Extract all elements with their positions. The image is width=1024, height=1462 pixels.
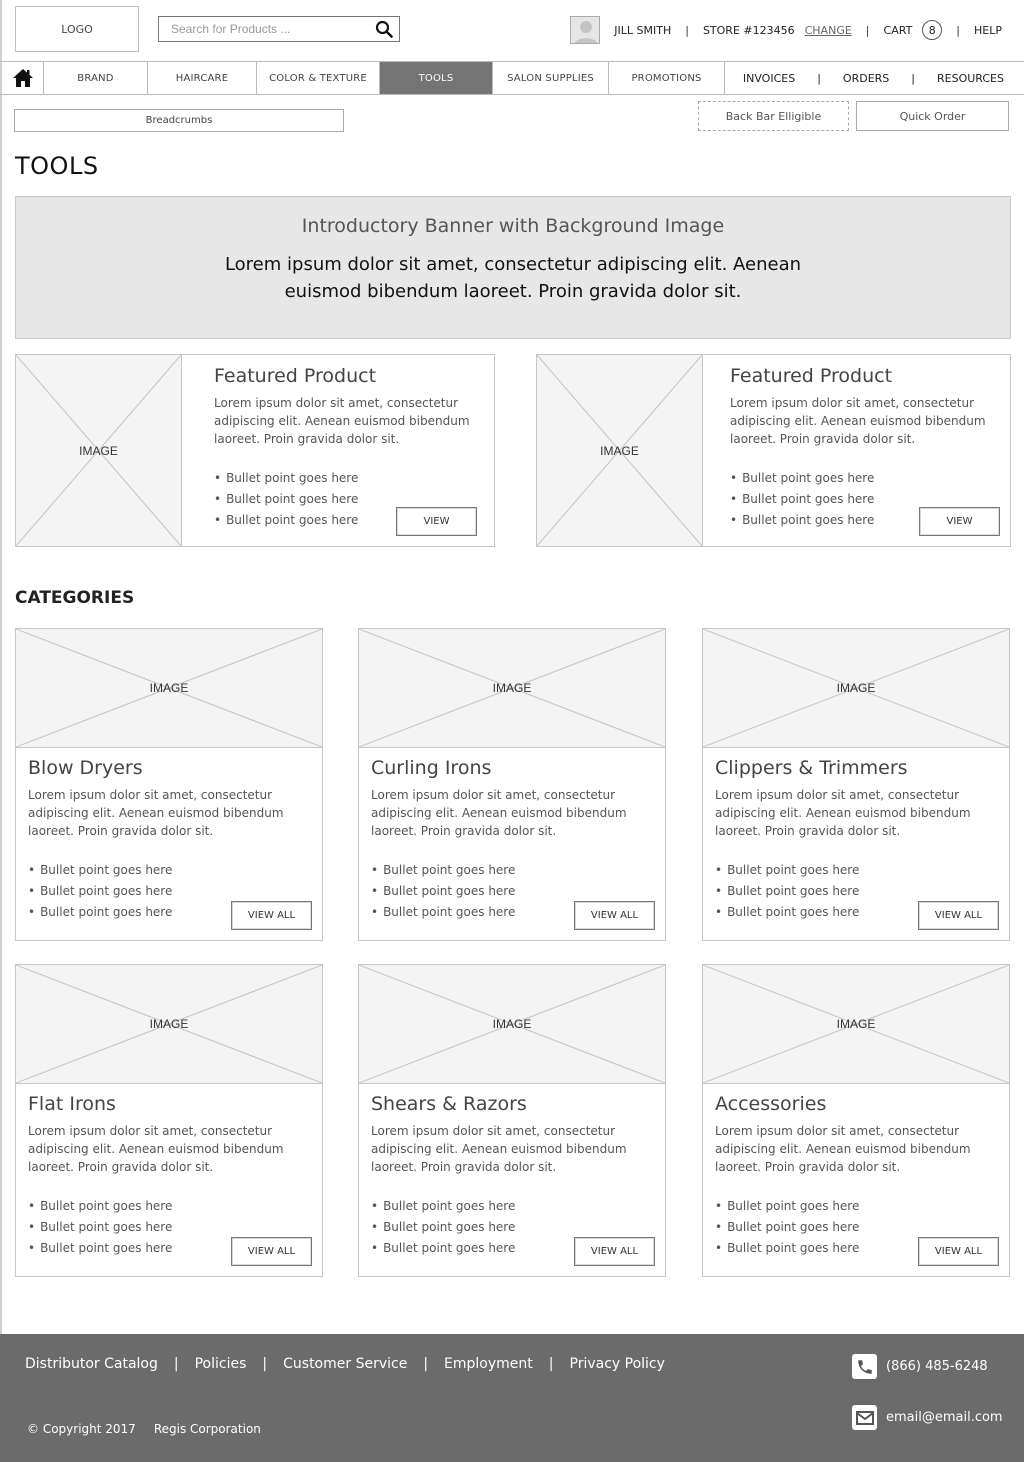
category-card — [702, 628, 1010, 941]
view-all-button[interactable]: VIEW ALL — [918, 1237, 999, 1266]
bullet-item: • Bullet point goes here — [715, 1238, 999, 1259]
view-all-button[interactable]: VIEW ALL — [918, 901, 999, 930]
view-all-button[interactable]: VIEW ALL — [231, 901, 312, 930]
category-desc: Lorem ipsum dolor sit amet, consectetur adipiscing elit. Aenean euismod bibendum laoreet. Proin gravida dolor sit. — [371, 1124, 627, 1174]
divider: | — [173, 1356, 179, 1372]
search-input[interactable] — [159, 17, 369, 41]
cart-link[interactable]: CART — [883, 23, 913, 37]
user-area — [570, 15, 1002, 45]
orders-link[interactable]: ORDERS — [842, 71, 890, 85]
category-desc: Lorem ipsum dolor sit amet, consectetur adipiscing elit. Aenean euismod bibendum laoreet. Proin gravida dolor sit. — [28, 788, 284, 838]
image-placeholder-label: IMAGE — [836, 681, 876, 695]
tab-tools[interactable]: TOOLS — [380, 62, 493, 94]
footer-link-distributor-catalog[interactable]: Distributor Catalog — [25, 1356, 158, 1372]
tab-promotions[interactable]: PROMOTIONS — [609, 62, 725, 94]
tab-color-texture[interactable]: COLOR & TEXTURE — [257, 62, 380, 94]
search-icon[interactable] — [369, 17, 399, 41]
category-card — [358, 628, 666, 941]
image-placeholder-label: IMAGE — [836, 1017, 876, 1031]
footer-link-employment[interactable]: Employment — [444, 1356, 533, 1372]
category-title[interactable]: Shears & Razors — [371, 1093, 527, 1115]
category-title[interactable]: Flat Irons — [28, 1093, 116, 1115]
category-image[interactable] — [703, 965, 1009, 1084]
cart-count-badge[interactable]: 8 — [922, 20, 942, 40]
page-title: TOOLS — [15, 152, 99, 180]
intro-banner — [15, 196, 1011, 339]
contact-email[interactable] — [852, 1405, 1003, 1430]
category-image[interactable] — [359, 629, 665, 748]
image-placeholder-label: IMAGE — [600, 443, 639, 458]
bullet-item: • Bullet point goes here — [715, 860, 999, 881]
view-all-button[interactable]: VIEW ALL — [574, 901, 655, 930]
bullet-item: • Bullet point goes here — [730, 468, 998, 489]
store-number: STORE #123456 — [702, 23, 795, 37]
category-desc: Lorem ipsum dolor sit amet, consectetur adipiscing elit. Aenean euismod bibendum laoreet. Proin gravida dolor sit. — [371, 788, 627, 838]
category-title[interactable]: Accessories — [715, 1093, 827, 1115]
email-icon — [852, 1405, 877, 1430]
divider: | — [548, 1356, 554, 1372]
footer-link-policies[interactable]: Policies — [194, 1356, 247, 1372]
bullet-item: • Bullet point goes here — [28, 860, 312, 881]
user-avatar-icon[interactable] — [570, 16, 600, 44]
bullet-item: • Bullet point goes here — [28, 1238, 312, 1259]
search-bar — [158, 16, 400, 42]
divider: | — [865, 23, 870, 37]
category-image[interactable] — [359, 965, 665, 1084]
company-name: Regis Corporation — [153, 1422, 261, 1436]
bullet-item: • Bullet point goes here — [371, 881, 655, 902]
image-placeholder-label: IMAGE — [492, 681, 532, 695]
category-card — [15, 964, 323, 1277]
view-all-button[interactable]: VIEW ALL — [231, 1237, 312, 1266]
categories-heading: CATEGORIES — [15, 588, 135, 608]
copyright-text: © Copyright 2017 — [27, 1422, 136, 1436]
help-link[interactable]: HELP — [974, 23, 1002, 37]
footer-link-privacy-policy[interactable]: Privacy Policy — [569, 1356, 665, 1372]
divider: | — [262, 1356, 268, 1372]
banner-text: Lorem ipsum dolor sit amet, consectetur adipiscing elit. Aenean euismod bibendum laoreet. Proin gravida dolor sit. — [224, 254, 802, 302]
phone-number[interactable]: (866) 485-6248 — [886, 1359, 988, 1374]
divider: | — [911, 71, 915, 85]
featured-title[interactable]: Featured Product — [730, 365, 893, 387]
image-placeholder-label: IMAGE — [149, 1017, 189, 1031]
category-desc: Lorem ipsum dolor sit amet, consectetur adipiscing elit. Aenean euismod bibendum laoreet. Proin gravida dolor sit. — [715, 1124, 971, 1174]
category-desc: Lorem ipsum dolor sit amet, consectetur adipiscing elit. Aenean euismod bibendum laoreet. Proin gravida dolor sit. — [715, 788, 971, 838]
tab-haircare[interactable]: HAIRCARE — [148, 62, 257, 94]
divider: | — [817, 71, 821, 85]
bullet-item: • Bullet point goes here — [28, 881, 312, 902]
logo-text: LOGO — [61, 22, 93, 36]
footer — [0, 1334, 1024, 1462]
product-image[interactable] — [537, 355, 703, 546]
divider: | — [423, 1356, 429, 1372]
bullet-item: • Bullet point goes here — [715, 1217, 999, 1238]
bullet-item: • Bullet point goes here — [28, 1217, 312, 1238]
category-image[interactable] — [16, 965, 322, 1084]
featured-title[interactable]: Featured Product — [214, 365, 377, 387]
category-image[interactable] — [703, 629, 1009, 748]
page-edge — [0, 0, 2, 1334]
footer-link-customer-service[interactable]: Customer Service — [283, 1356, 408, 1372]
nav-tabs — [44, 62, 725, 94]
tab-salon-supplies[interactable]: SALON SUPPLIES — [493, 62, 609, 94]
back-bar-eligible-button[interactable]: Back Bar Elligible — [698, 101, 849, 131]
copyright — [27, 1422, 261, 1436]
main-nav — [0, 61, 1024, 95]
contact-phone[interactable] — [852, 1354, 988, 1379]
tab-brand[interactable]: BRAND — [44, 62, 148, 94]
quick-order-button[interactable]: Quick Order — [856, 101, 1009, 131]
image-placeholder-label: IMAGE — [492, 1017, 532, 1031]
category-card — [358, 964, 666, 1277]
bullet-item: • Bullet point goes here — [371, 902, 655, 923]
invoices-link[interactable]: INVOICES — [742, 71, 796, 85]
bullet-item: • Bullet point goes here — [371, 1238, 655, 1259]
logo[interactable] — [15, 6, 139, 52]
home-icon[interactable] — [2, 62, 44, 94]
bullet-item: • Bullet point goes here — [730, 489, 998, 510]
bullet-item: • Bullet point goes here — [214, 468, 482, 489]
banner-title: Introductory Banner with Background Image — [301, 215, 725, 237]
product-image[interactable] — [16, 355, 182, 546]
divider: | — [956, 23, 961, 37]
email-address[interactable]: email@email.com — [886, 1410, 1003, 1425]
view-button[interactable]: VIEW — [919, 507, 1000, 536]
category-card — [702, 964, 1010, 1277]
breadcrumb[interactable]: Breadcrumbs — [14, 109, 344, 132]
phone-icon — [852, 1354, 877, 1379]
category-card — [15, 628, 323, 941]
featured-product-card — [15, 354, 495, 547]
category-title[interactable]: Clippers & Trimmers — [715, 757, 908, 779]
change-store-link[interactable]: CHANGE — [804, 23, 852, 37]
footer-links — [25, 1356, 665, 1372]
bullet-item: • Bullet point goes here — [371, 1196, 655, 1217]
bullet-item: • Bullet point goes here — [28, 902, 312, 923]
bullet-item: • Bullet point goes here — [28, 1196, 312, 1217]
image-placeholder-label: IMAGE — [149, 681, 189, 695]
bullet-item: • Bullet point goes here — [214, 489, 482, 510]
category-title[interactable]: Curling Irons — [371, 757, 492, 779]
image-placeholder-label: IMAGE — [79, 443, 118, 458]
divider: | — [685, 23, 689, 37]
bullet-item: • Bullet point goes here — [715, 902, 999, 923]
featured-desc: Lorem ipsum dolor sit amet, consectetur adipiscing elit. Aenean euismod bibendum laoreet. Proin gravida dolor sit. — [730, 396, 986, 446]
bullet-item: • Bullet point goes here — [371, 860, 655, 881]
account-links — [743, 62, 1004, 94]
featured-product-card — [536, 354, 1011, 547]
bullet-item: • Bullet point goes here — [371, 1217, 655, 1238]
category-desc: Lorem ipsum dolor sit amet, consectetur adipiscing elit. Aenean euismod bibendum laoreet. Proin gravida dolor sit. — [28, 1124, 284, 1174]
bullet-item: • Bullet point goes here — [715, 881, 999, 902]
bullet-item: • Bullet point goes here — [730, 510, 998, 531]
featured-desc: Lorem ipsum dolor sit amet, consectetur adipiscing elit. Aenean euismod bibendum laoreet. Proin gravida dolor sit. — [214, 396, 470, 446]
category-title[interactable]: Blow Dryers — [28, 757, 143, 779]
user-name[interactable]: JILL SMITH — [614, 23, 672, 37]
view-all-button[interactable]: VIEW ALL — [574, 1237, 655, 1266]
view-button[interactable]: VIEW — [396, 507, 477, 536]
resources-link[interactable]: RESOURCES — [937, 71, 1004, 85]
bullet-item: • Bullet point goes here — [214, 510, 482, 531]
category-image[interactable] — [16, 629, 322, 748]
bullet-item: • Bullet point goes here — [715, 1196, 999, 1217]
